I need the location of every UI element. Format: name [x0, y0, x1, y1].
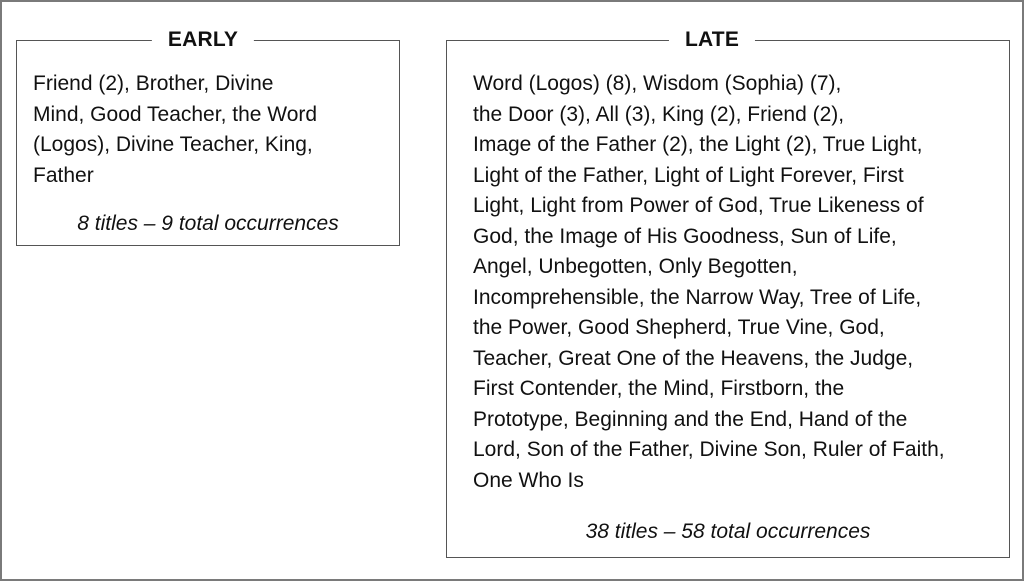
late-panel [446, 28, 1010, 558]
late-titles-list: Word (Logos) (8), Wisdom (Sophia) (7), the Door (3), All (3), King (2), Friend (2), Image of the Father (2), the Light (2), True Light, Light of the Father, Light of Light Forever, First Light, Light from Power of God, True Likeness of God, the Image of His Goodness, Sun of Life, Angel, Unbegotten, Only Begotten, Incomprehensible, the Narrow Way, Tree of Life, the Power, Good Shepherd, True Vine, God, Teacher, Great One of the Heavens, the Judge, First Contender, the Mind, Firstborn, the Prototype, Beginning and the End, Hand of the Lord, Son of the Father, Divine Son, Ruler of Faith, One Who Is [473, 72, 945, 492]
early-titles-list: Friend (2), Brother, Divine Mind, Good Teacher, the Word (Logos), Divine Teacher, King, Father [33, 72, 318, 187]
early-panel [16, 28, 400, 246]
early-summary: 8 titles – 9 total occurrences [77, 212, 339, 235]
early-panel-title: EARLY [152, 27, 254, 53]
late-panel-title: LATE [669, 27, 755, 53]
late-summary: 38 titles – 58 total occurrences [585, 520, 871, 543]
